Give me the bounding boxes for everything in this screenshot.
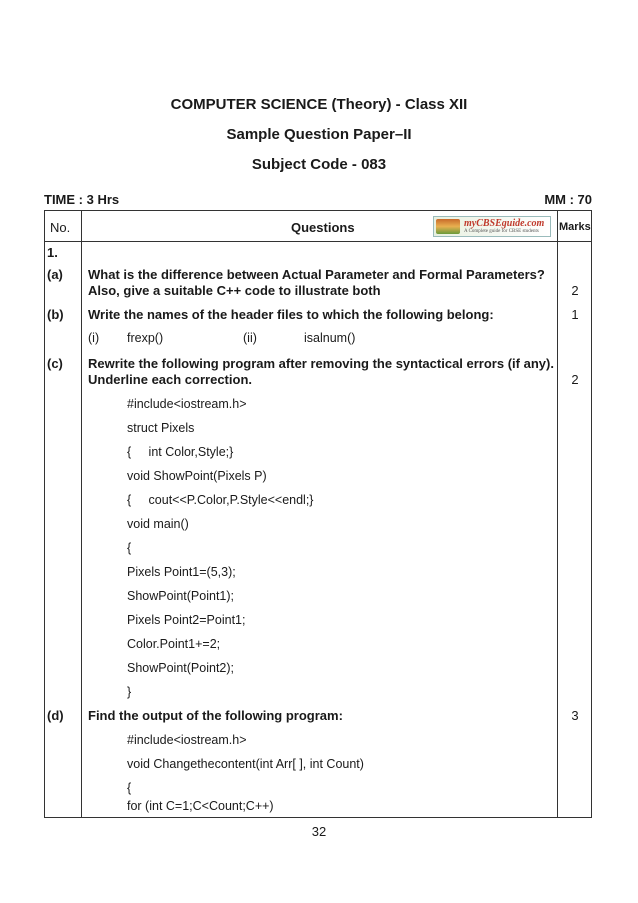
logo-tagline: A Complete guide for CBSE students xyxy=(464,229,539,234)
question-text: Find the output of the following program: xyxy=(88,708,343,723)
paper-title: COMPUTER SCIENCE (Theory) - Class XII xyxy=(170,96,468,113)
header-questions: Questions xyxy=(291,220,355,235)
question-marks: 2 xyxy=(571,372,579,387)
option-label: (ii) xyxy=(243,331,257,345)
paper-subtitle: Sample Question Paper–II xyxy=(226,126,412,143)
question-text: What is the difference between Actual Parameter and Formal Parameters? xyxy=(88,267,545,282)
code-line: #include<iostream.h> xyxy=(127,733,247,747)
logo-brand: myCBSEguide.com xyxy=(464,218,545,229)
column-divider xyxy=(81,211,82,817)
code-line: { xyxy=(127,781,132,795)
option-text: frexp() xyxy=(127,331,164,345)
books-icon xyxy=(436,219,460,234)
question-marks: 3 xyxy=(571,708,579,723)
code-line: Pixels Point1=(5,3); xyxy=(127,565,236,579)
code-line: { cout<<P.Color,P.Style<<endl;} xyxy=(127,493,314,507)
code-line: { xyxy=(127,541,132,555)
question-text: Write the names of the header files to which the following belong: xyxy=(88,307,494,322)
subject-code: Subject Code - 083 xyxy=(251,156,387,173)
page-number: 32 xyxy=(311,824,327,839)
questions-table xyxy=(44,210,592,818)
time-label: TIME : 3 Hrs xyxy=(44,192,120,207)
code-line: void ShowPoint(Pixels P) xyxy=(127,469,267,483)
mycbseguide-logo xyxy=(433,216,551,237)
header-no: No. xyxy=(50,220,71,235)
question-marks: 1 xyxy=(571,307,579,322)
question-label: (a) xyxy=(47,267,63,282)
code-line: for (int C=1;C<Count;C++) xyxy=(127,799,274,813)
code-line: void main() xyxy=(127,517,189,531)
option-label: (i) xyxy=(88,331,100,345)
question-text: Rewrite the following program after removing the syntactical errors (if any). xyxy=(88,356,554,371)
header-divider xyxy=(45,241,591,242)
question-label: (d) xyxy=(47,708,64,723)
question-label: (b) xyxy=(47,307,64,322)
code-line: ShowPoint(Point2); xyxy=(127,661,235,675)
code-line: struct Pixels xyxy=(127,421,195,435)
question-text: Also, give a suitable C++ code to illustrate both xyxy=(88,283,381,298)
question-label: (c) xyxy=(47,356,63,371)
code-line: Color.Point1+=2; xyxy=(127,637,221,651)
code-line: { int Color,Style;} xyxy=(127,445,234,459)
code-line: void Changethecontent(int Arr[ ], int Count) xyxy=(127,757,364,771)
code-line: Pixels Point2=Point1; xyxy=(127,613,246,627)
question-text: Underline each correction. xyxy=(88,372,252,387)
option-text: isalnum() xyxy=(304,331,356,345)
header-marks: Marks xyxy=(559,221,591,233)
code-line: } xyxy=(127,685,132,699)
column-divider xyxy=(557,211,558,817)
code-line: #include<iostream.h> xyxy=(127,397,247,411)
code-line: ShowPoint(Point1); xyxy=(127,589,235,603)
max-marks-label: MM : 70 xyxy=(544,192,592,207)
question-number: 1. xyxy=(47,245,58,260)
question-marks: 2 xyxy=(571,283,579,298)
